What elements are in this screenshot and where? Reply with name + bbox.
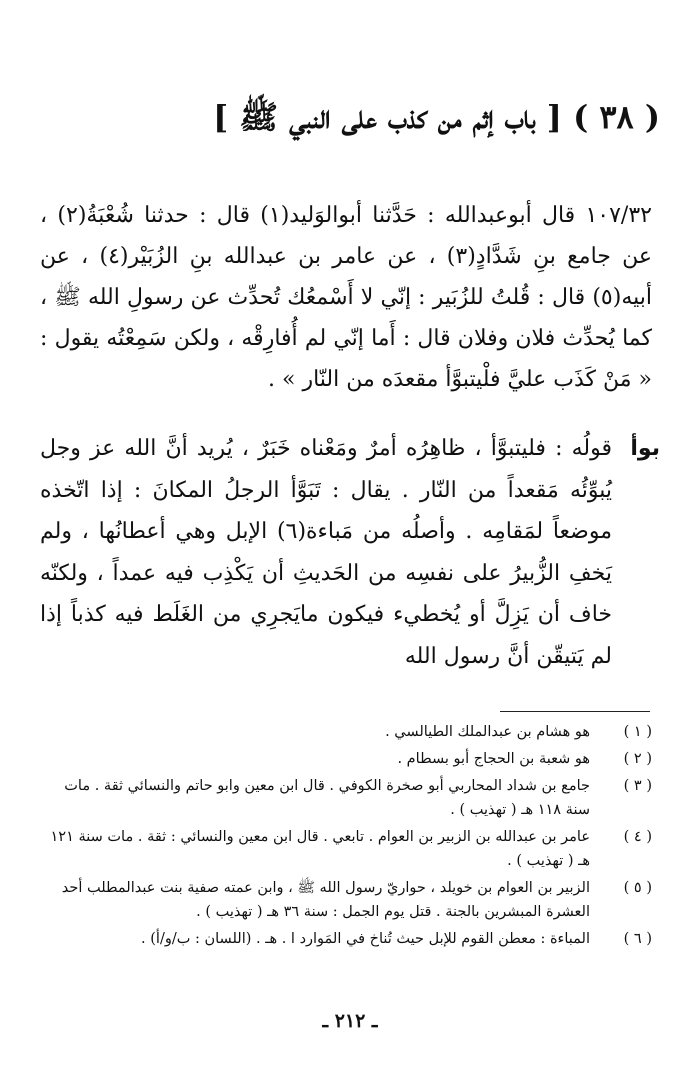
chapter-title: ( ٣٨ ) [ باب إثم من كذب على النبي ﷺ ] [213, 98, 660, 136]
footnote-number: ( ٣ ) [623, 778, 652, 794]
footnote-text: عامر بن عبدالله بن الزبير بن العوام . تابعي . قال ابن معين والنسائي : ثقة . مات سنة ١٢١ هـ ( تهذيب ) . [50, 829, 590, 869]
footnote-text: هو هشام بن عبدالملك الطيالسي . [385, 724, 590, 740]
page-number: ـ ٢١٢ ـ [322, 1010, 378, 1032]
hadith-text: ١٠٧/٣٢ قال أبوعبدالله : حَدَّثنا أبوالوَليد(١) قال : حدثنا شُعْبَةُ(٢) ، عن جامع بنِ شَدَّادٍ(٣) ، عن عامر بن عبدالله بنِ الزُبَيْر(٤) ، عن أبيه(٥) قال : قُلتُ للزُبَير : إنّي لا أَسْمعُك تُحدِّث عن رسولِ الله ﷺ ، كما يُحدِّث فلان وفلان قال : أَما إنّي لم أُفارِقْه ، ولكن سَمِعْتُه يقول : « مَنْ كَذَب عليَّ فلْيتبوَّأ مقعدَه من النّار » . [40, 203, 652, 392]
footnote-number: ( ٥ ) [623, 880, 652, 896]
footnote-number: ( ٦ ) [623, 931, 652, 947]
margin-root-note: بوأ [630, 436, 660, 461]
footnote-number: ( ٤ ) [623, 829, 652, 845]
footnote-item [38, 927, 652, 951]
explanation-block [40, 428, 612, 677]
footnote-number: ( ٢ ) [623, 751, 652, 767]
footnote-item [38, 747, 652, 771]
footnote-item [38, 825, 652, 873]
footnote-divider [500, 711, 650, 712]
explanation-text: قولُه : فليتبوَّأ ، ظاهِرُه أمرٌ ومَعْناه خَبَرٌ ، يُريد أنَّ الله عز وجل يُبوِّئُه مَقعداً من النّار . يقال : تَبَوَّأ الرجلُ المكانَ : إذا اتّخذه موضعاً لمَقامِه . وأصلُه من مَباءة(٦) الإبل وهي أعطانُها ، ولم يَخفِ الزُّبيرُ على نفسِه من الحَديثِ أن يَكْذِب فيه عمداً ، ولكنّه خاف أن يَزِلَّ أو يُخطيء فيكون مايَجرِي من الغَلَط فيه كذباً إذا لم يَتيقّن أنَّ رسول الله [40, 436, 612, 669]
footnote-item [38, 876, 652, 924]
footnote-number: ( ١ ) [623, 724, 652, 740]
footnote-text: الزبير بن العوام بن خويلد ، حواريّ رسول الله ﷺ ، وابن عمته صفية بنت عبدالمطلب أحد العشرة المبشرين بالجنة . قتل يوم الجمل : سنة ٣٦ هـ ( تهذيب ) . [61, 880, 590, 920]
footnote-text: جامع بن شداد المحاربي أبو صخرة الكوفي . قال ابن معين وابو حاتم والنسائي ثقة . مات سنة ١١٨ هـ ( تهذيب ) . [64, 778, 590, 818]
footnote-item [38, 774, 652, 822]
footnote-text: هو شعبة بن الحجاج أبو بسطام . [397, 751, 590, 767]
footnote-item [38, 720, 652, 744]
footnotes-list [38, 720, 652, 954]
footnote-text: المباءة : معطن القوم للإبل حيث تُناخ في المَوارد ا . هـ . (اللسان : ب/و/أ) . [141, 931, 590, 947]
hadith-text-block [40, 195, 652, 400]
